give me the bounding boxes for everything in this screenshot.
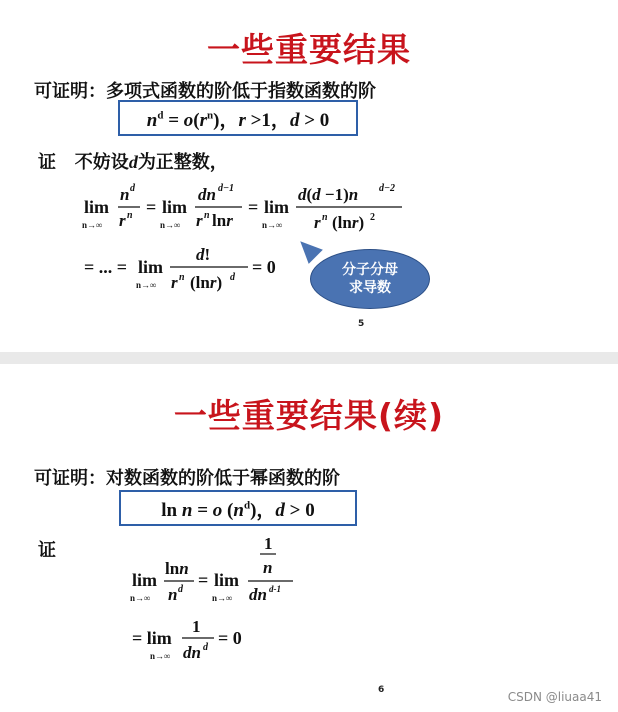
svg-text:n→∞: n→∞ [82,220,103,230]
svg-text:=: = [146,197,157,217]
svg-text:d−1: d−1 [218,183,235,194]
callout-tail [293,234,323,264]
slide-5 [0,0,618,352]
svg-text:(lnr): (lnr) [190,273,223,292]
svg-text:(lnr): (lnr) [332,213,365,232]
svg-text:n: n [168,585,178,604]
svg-text:r: r [196,211,203,230]
svg-text:=: = [198,570,209,590]
svg-text:=: = [248,197,259,217]
svg-text:n: n [322,212,328,223]
svg-text:n: n [179,272,185,283]
svg-text:= 0: = 0 [252,257,276,277]
svg-text:n→∞: n→∞ [136,280,157,290]
svg-text:lim: lim [84,197,109,217]
page-number: 5 [358,319,365,329]
svg-text:d−2: d−2 [379,183,396,194]
proof-intro: 证 不妨设d为正整数， [38,152,228,173]
svg-text:lnn: lnn [165,559,189,578]
svg-text:lim: lim [214,570,239,590]
svg-text:n→∞: n→∞ [262,220,283,230]
svg-text:n→∞: n→∞ [130,593,151,603]
svg-text:n→∞: n→∞ [160,220,181,230]
svg-text:lim: lim [138,257,163,277]
svg-text:dn: dn [198,185,216,204]
slide-title: 一些重要结果 [207,30,411,69]
svg-text:n: n [204,210,210,221]
svg-text:1: 1 [264,534,273,553]
theorem-statement: 可证明：多项式函数的阶低于指数函数的阶 [34,81,376,102]
svg-text:lim: lim [264,197,289,217]
svg-text:d: d [230,272,235,283]
theorem-statement: 可证明：对数函数的阶低于幂函数的阶 [34,468,340,489]
callout-bubble [310,249,430,309]
svg-text:lim: lim [162,197,187,217]
svg-text:r: r [171,273,178,292]
svg-text:n→∞: n→∞ [212,593,233,603]
svg-text:d(d −1)n: d(d −1)n [298,185,359,204]
svg-text:1: 1 [192,617,201,636]
svg-text:d: d [178,584,183,595]
limit-equation-line-1 [80,178,410,238]
watermark: CSDN @liuaa41 [507,690,602,704]
svg-text:lim: lim [132,570,157,590]
callout-line-1: 分子分母 [342,262,398,278]
svg-text:d-1: d-1 [269,584,281,594]
svg-text:d: d [130,183,135,194]
svg-text:d: d [203,642,208,653]
svg-text:r: r [314,213,321,232]
svg-text:dn: dn [183,643,201,662]
limit-equation-line-2 [80,240,290,300]
svg-text:n→∞: n→∞ [150,651,171,661]
proof-intro: 证 [38,540,56,561]
svg-text:d!: d! [196,245,211,264]
svg-text:= lim: = lim [132,628,172,648]
svg-text:lnr: lnr [212,211,233,230]
boxed-formula: $n^d = o(r^n)$，r >1，d > 0 [118,100,358,136]
boxed-formula: ln n = o $(n^d)$，d > 0 [119,490,357,526]
svg-text:= ... =: = ... = [84,257,128,277]
page-number: 6 [378,685,385,695]
callout-line-2: 求导数 [349,280,391,296]
svg-text:dn: dn [249,585,267,604]
limit-equation-line-2 [128,614,268,670]
slide-title: 一些重要结果(续) [173,396,445,435]
svg-text:= 0: = 0 [218,628,242,648]
svg-text:2: 2 [370,212,375,223]
svg-text:n: n [263,558,273,577]
slide-6 [0,364,618,712]
limit-equation-line-1 [128,532,308,616]
svg-text:r: r [119,211,126,230]
svg-text:n: n [127,210,133,221]
svg-text:n: n [120,185,130,204]
